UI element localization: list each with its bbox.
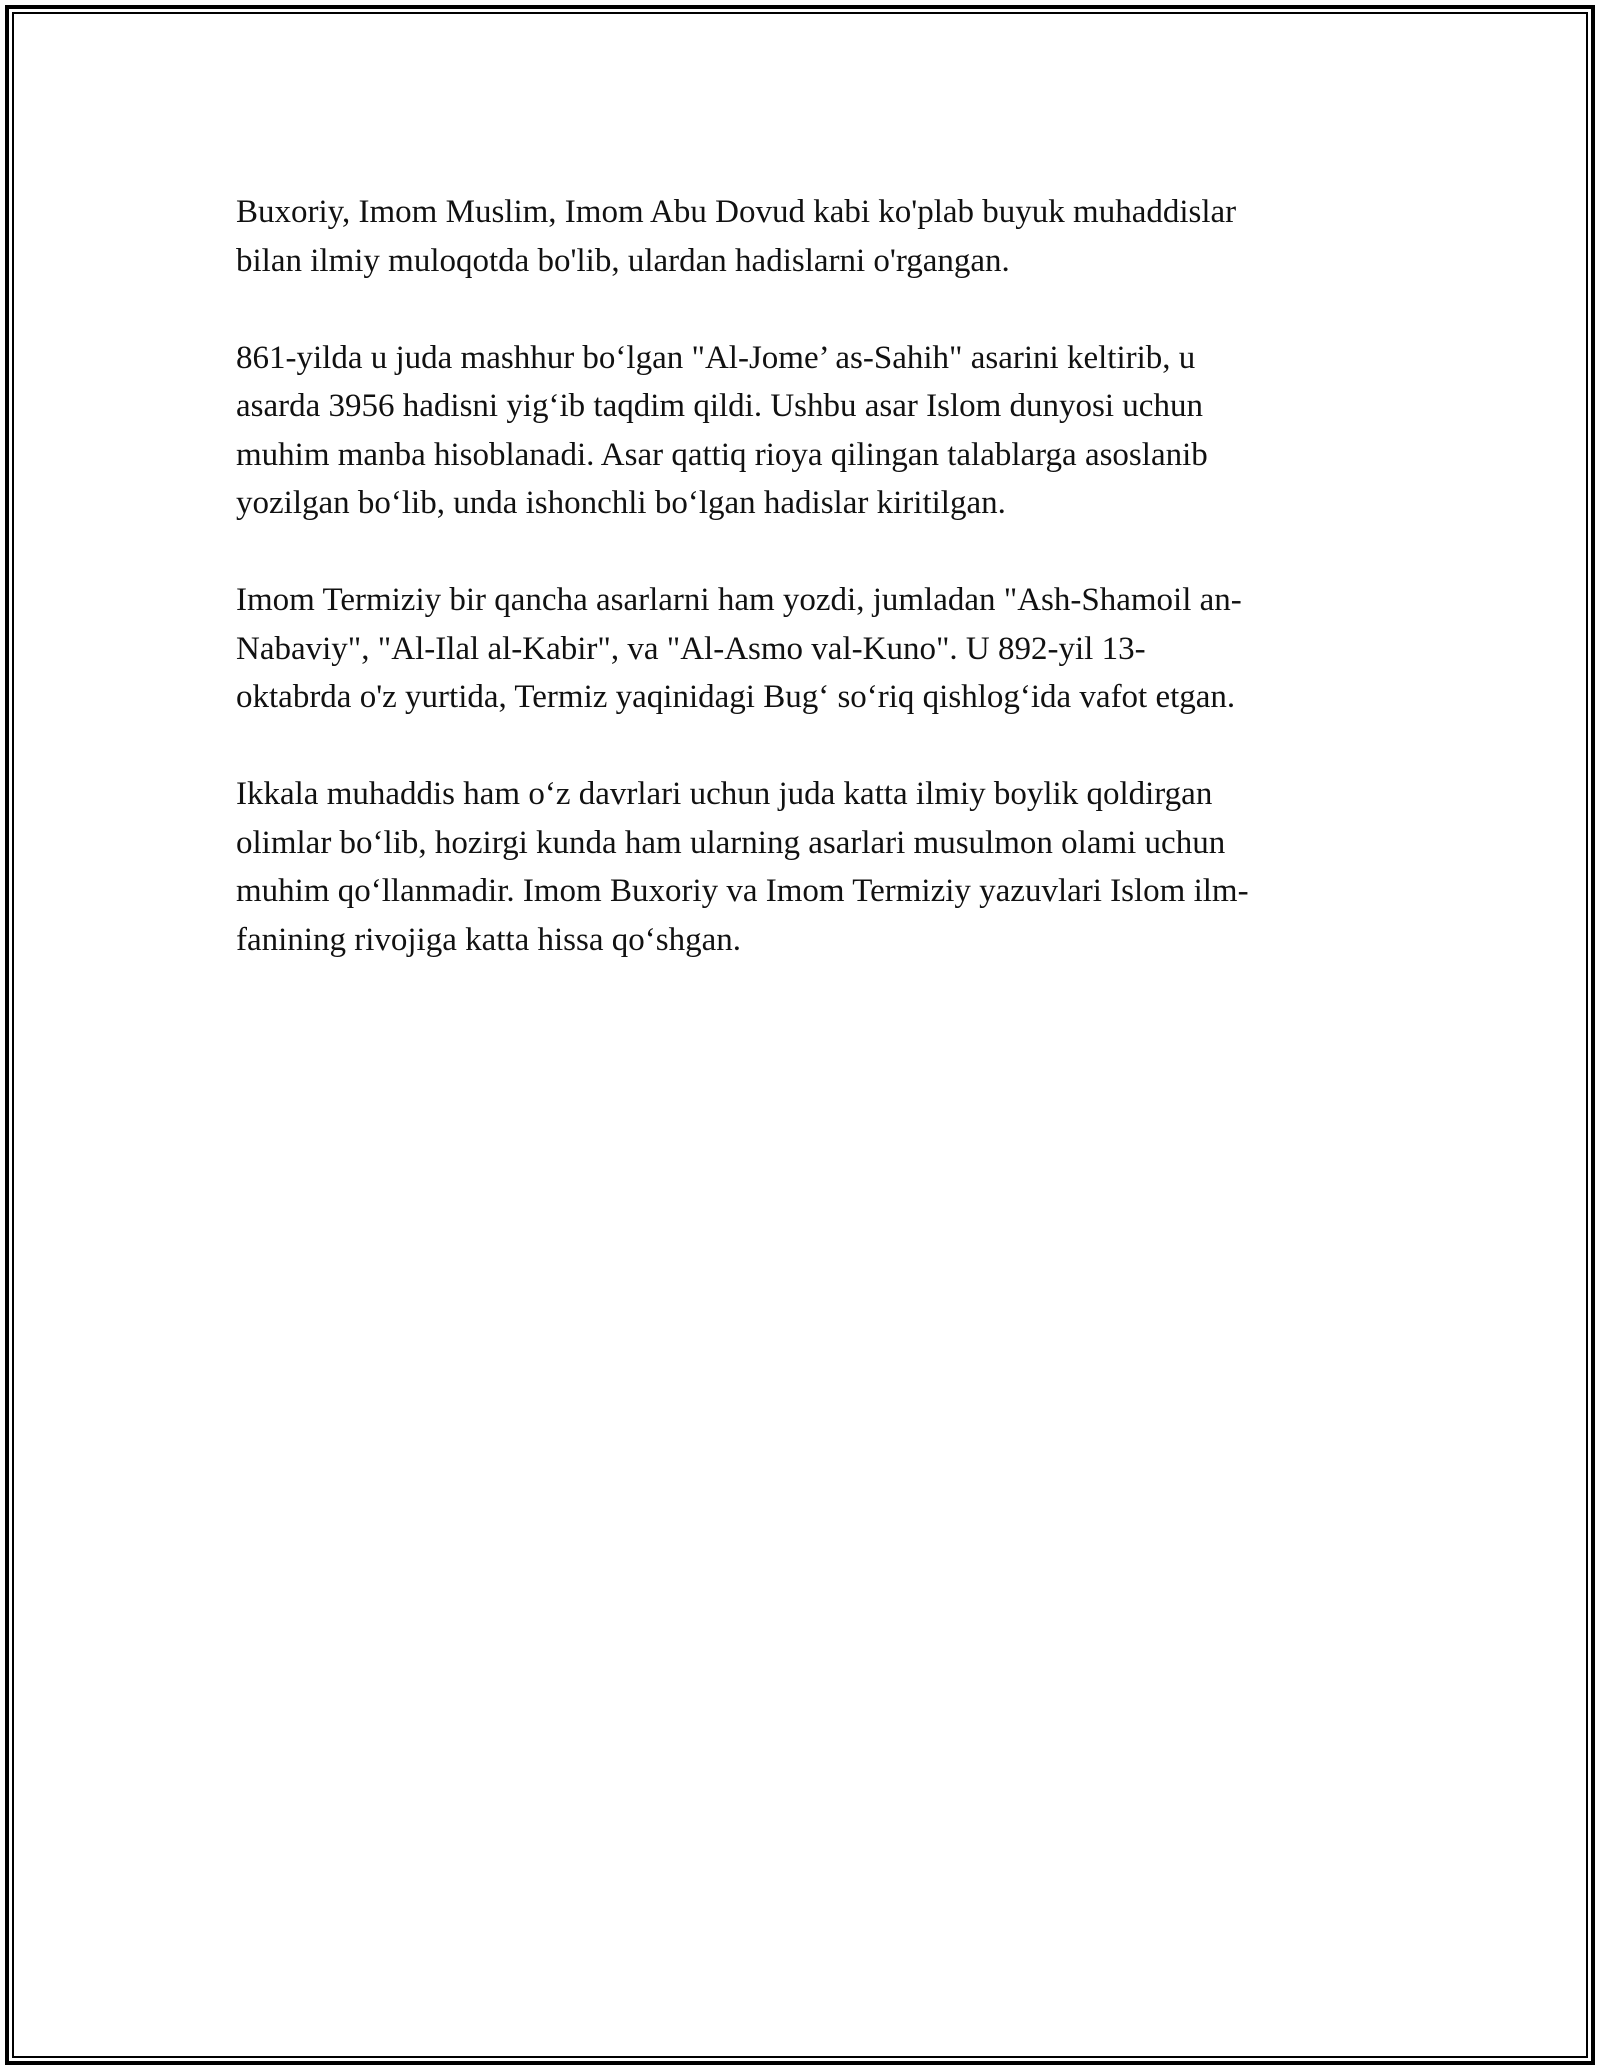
text-line: yozilgan bo‘lib, unda ishonchli bo‘lgan hadislar kiritilgan. (236, 485, 1006, 521)
text-line: 861-yilda u juda mashhur bo‘lgan "Al-Jome’ as-Sahih" asarini keltirib, u (236, 339, 1196, 376)
paragraph-3 (236, 576, 1366, 722)
document-body (236, 188, 1366, 1013)
text-line: bilan ilmiy muloqotda bo'lib, ulardan hadislarni o'rgangan. (236, 242, 1010, 279)
text-line: Nabaviy", "Al-Ilal al-Kabir", va "Al-Asmo val-Kuno". U 892-yil 13- (236, 630, 1146, 667)
paragraph-4 (236, 770, 1366, 964)
paragraph-1 (236, 188, 1366, 285)
text-line: muhim manba hisoblanadi. Asar qattiq rioya qilingan talablarga asoslanib (236, 436, 1208, 473)
text-line: Ikkala muhaddis ham o‘z davrlari uchun juda katta ilmiy boylik qoldirgan (236, 776, 1213, 812)
text-line: Imom Termiziy bir qancha asarlarni ham yozdi, jumladan "Ash-Shamoil an- (236, 582, 1242, 618)
paragraph-2 (236, 334, 1366, 528)
text-line: olimlar bo‘lib, hozirgi kunda ham ularning asarlari musulmon olami uchun (236, 824, 1226, 861)
text-line: asarda 3956 hadisni yig‘ib taqdim qildi. Ushbu asar Islom dunyosi uchun (236, 388, 1203, 424)
text-line: Buxoriy, Imom Muslim, Imom Abu Dovud kabi ko'plab buyuk muhaddislar (236, 194, 1237, 230)
text-line: muhim qo‘llanmadir. Imom Buxoriy va Imom Termiziy yazuvlari Islom ilm- (236, 873, 1249, 909)
text-line: oktabrda o'z yurtida, Termiz yaqinidagi Bug‘ so‘riq qishlog‘ida vafot etgan. (236, 679, 1236, 715)
text-line: fanining rivojiga katta hissa qo‘shgan. (236, 921, 741, 958)
